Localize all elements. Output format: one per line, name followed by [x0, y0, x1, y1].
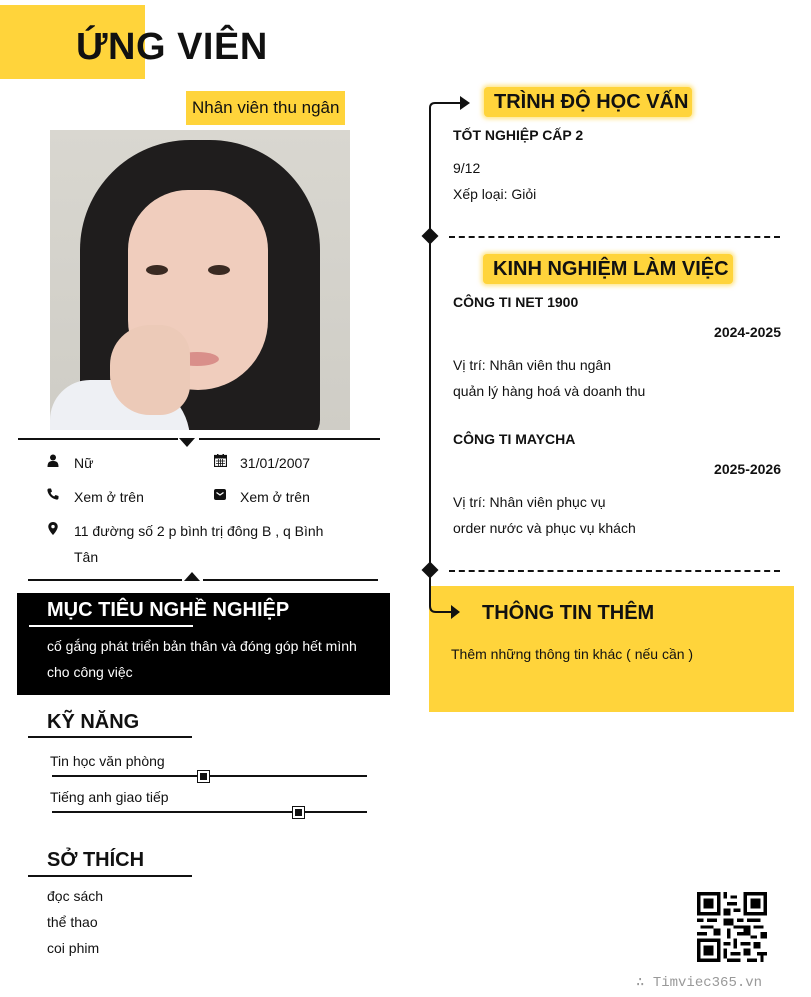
phone-icon: [46, 487, 60, 501]
extra-title: THÔNG TIN THÊM: [482, 602, 655, 624]
email-value: Xem ở trên: [240, 489, 310, 505]
objective-text: cố gắng phát triển bản thân và đóng góp hết mình cho công việc: [47, 638, 357, 680]
dashed-divider: [449, 236, 780, 238]
phone-value: Xem ở trên: [74, 489, 144, 505]
skill-bar: [52, 775, 367, 777]
qr-code: [697, 892, 767, 962]
education-title: TRÌNH ĐỘ HỌC VẤN: [494, 91, 689, 113]
job-title-badge: Nhân viên thu ngân: [186, 91, 345, 125]
skill-level-knob: [293, 807, 304, 818]
company-name: CÔNG TI MAYCHA: [453, 431, 576, 447]
triangle-up-icon: [184, 572, 200, 581]
education-school: TỐT NGHIỆP CẤP 2: [453, 127, 584, 143]
page-title: ỨNG VIÊN: [76, 26, 268, 68]
education-detail: 9/12: [453, 160, 481, 176]
company-name: CÔNG TI NET 1900: [453, 294, 579, 310]
phone-row: [46, 487, 60, 501]
footer-brand: ∴ Timviec365.vn: [636, 975, 763, 991]
timeline-diamond-icon: [422, 562, 439, 579]
experience-title: KINH NGHIỆM LÀM VIỆC: [493, 258, 729, 280]
calendar-icon: [213, 453, 227, 467]
address-value: 11 đường số 2 p bình trị đông B , q Bình Tân: [74, 523, 324, 565]
hobbies-underline: [28, 875, 192, 877]
skill-label: Tiếng anh giao tiếp: [50, 789, 169, 805]
skill-label: Tin học văn phòng: [50, 753, 165, 769]
timeline-diamond-icon: [422, 228, 439, 245]
divider-line: [28, 579, 182, 581]
hobbies-title: SỞ THÍCH: [47, 849, 145, 871]
divider-line: [199, 438, 380, 440]
divider-line: [18, 438, 178, 440]
work-period: 2024-2025: [714, 324, 781, 340]
birthday-value: 31/01/2007: [240, 455, 311, 471]
candidate-photo: [50, 130, 350, 430]
objective-underline: [29, 625, 193, 627]
arrow-right-icon: [428, 584, 464, 626]
email-row: [213, 487, 227, 501]
hobby-item: đọc sách: [47, 888, 104, 904]
extra-text: Thêm những thông tin khác ( nếu cần ): [451, 646, 694, 662]
divider-line: [203, 579, 378, 581]
gender-row: [46, 453, 60, 467]
hobby-item: thể thao: [47, 914, 98, 930]
objective-title: MỤC TIÊU NGHỀ NGHIỆP: [47, 599, 290, 621]
map-pin-icon: [46, 521, 60, 535]
arrow-right-icon: [428, 94, 472, 116]
work-description: quản lý hàng hoá và doanh thu: [453, 383, 646, 399]
skills-underline: [28, 736, 192, 738]
user-icon: [46, 453, 60, 467]
hobby-item: coi phim: [47, 940, 100, 956]
email-icon: [213, 487, 227, 501]
dashed-divider: [449, 570, 780, 572]
skills-title: KỸ NĂNG: [47, 711, 140, 733]
work-position: Vị trí: Nhân viên phục vụ: [453, 494, 606, 510]
work-position: Vị trí: Nhân viên thu ngân: [453, 357, 611, 373]
career-objective-section: [17, 593, 390, 695]
skill-bar: [52, 811, 367, 813]
work-period: 2025-2026: [714, 461, 781, 477]
skill-level-knob: [198, 771, 209, 782]
work-description: order nước và phục vụ khách: [453, 520, 636, 536]
education-detail: Xếp loại: Giỏi: [453, 186, 537, 202]
triangle-down-icon: [179, 438, 195, 447]
birthday-row: [213, 453, 227, 467]
gender-value: Nữ: [74, 455, 94, 471]
timeline-line: [429, 112, 431, 602]
address-row: [46, 521, 60, 535]
